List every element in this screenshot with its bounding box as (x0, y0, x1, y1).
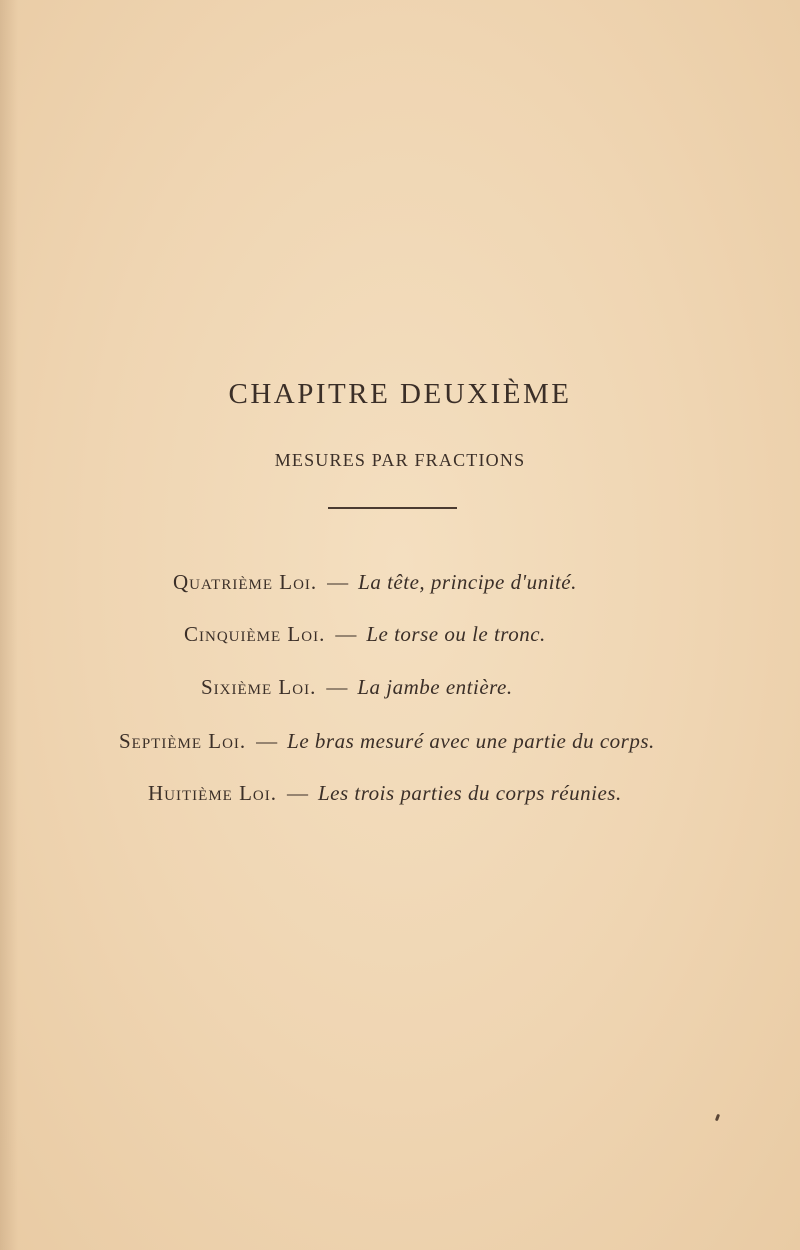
law-dash: — (327, 570, 349, 594)
law-description: Les trois parties du corps réunies. (317, 781, 622, 805)
law-number: Cinquième Loi. (184, 622, 326, 646)
law-item-7 (119, 727, 655, 755)
chapter-title: CHAPITRE DEUXIÈME (228, 378, 572, 410)
law-item-8 (148, 779, 622, 807)
law-number: Huitième Loi. (148, 781, 277, 805)
law-description: Le torse ou le tronc. (366, 622, 546, 646)
law-number: Quatrième Loi. (173, 570, 318, 594)
law-description: La jambe entière. (357, 675, 513, 699)
ink-speck (715, 1114, 720, 1122)
page-edge-shadow (0, 0, 18, 1250)
law-number: Septième Loi. (119, 729, 247, 753)
law-description: La tête, principe d'unité. (358, 570, 577, 594)
chapter-subtitle: MESURES PAR FRACTIONS (274, 450, 526, 470)
law-item-6 (201, 673, 513, 701)
law-item-5 (184, 620, 546, 648)
law-dash: — (326, 675, 348, 699)
law-item-4 (173, 568, 577, 596)
law-dash: — (256, 729, 278, 753)
law-dash: — (286, 781, 308, 805)
law-number: Sixième Loi. (201, 675, 317, 699)
law-description: Le bras mesuré avec une partie du corps. (287, 729, 655, 753)
divider-rule (328, 507, 457, 509)
law-dash: — (335, 622, 357, 646)
